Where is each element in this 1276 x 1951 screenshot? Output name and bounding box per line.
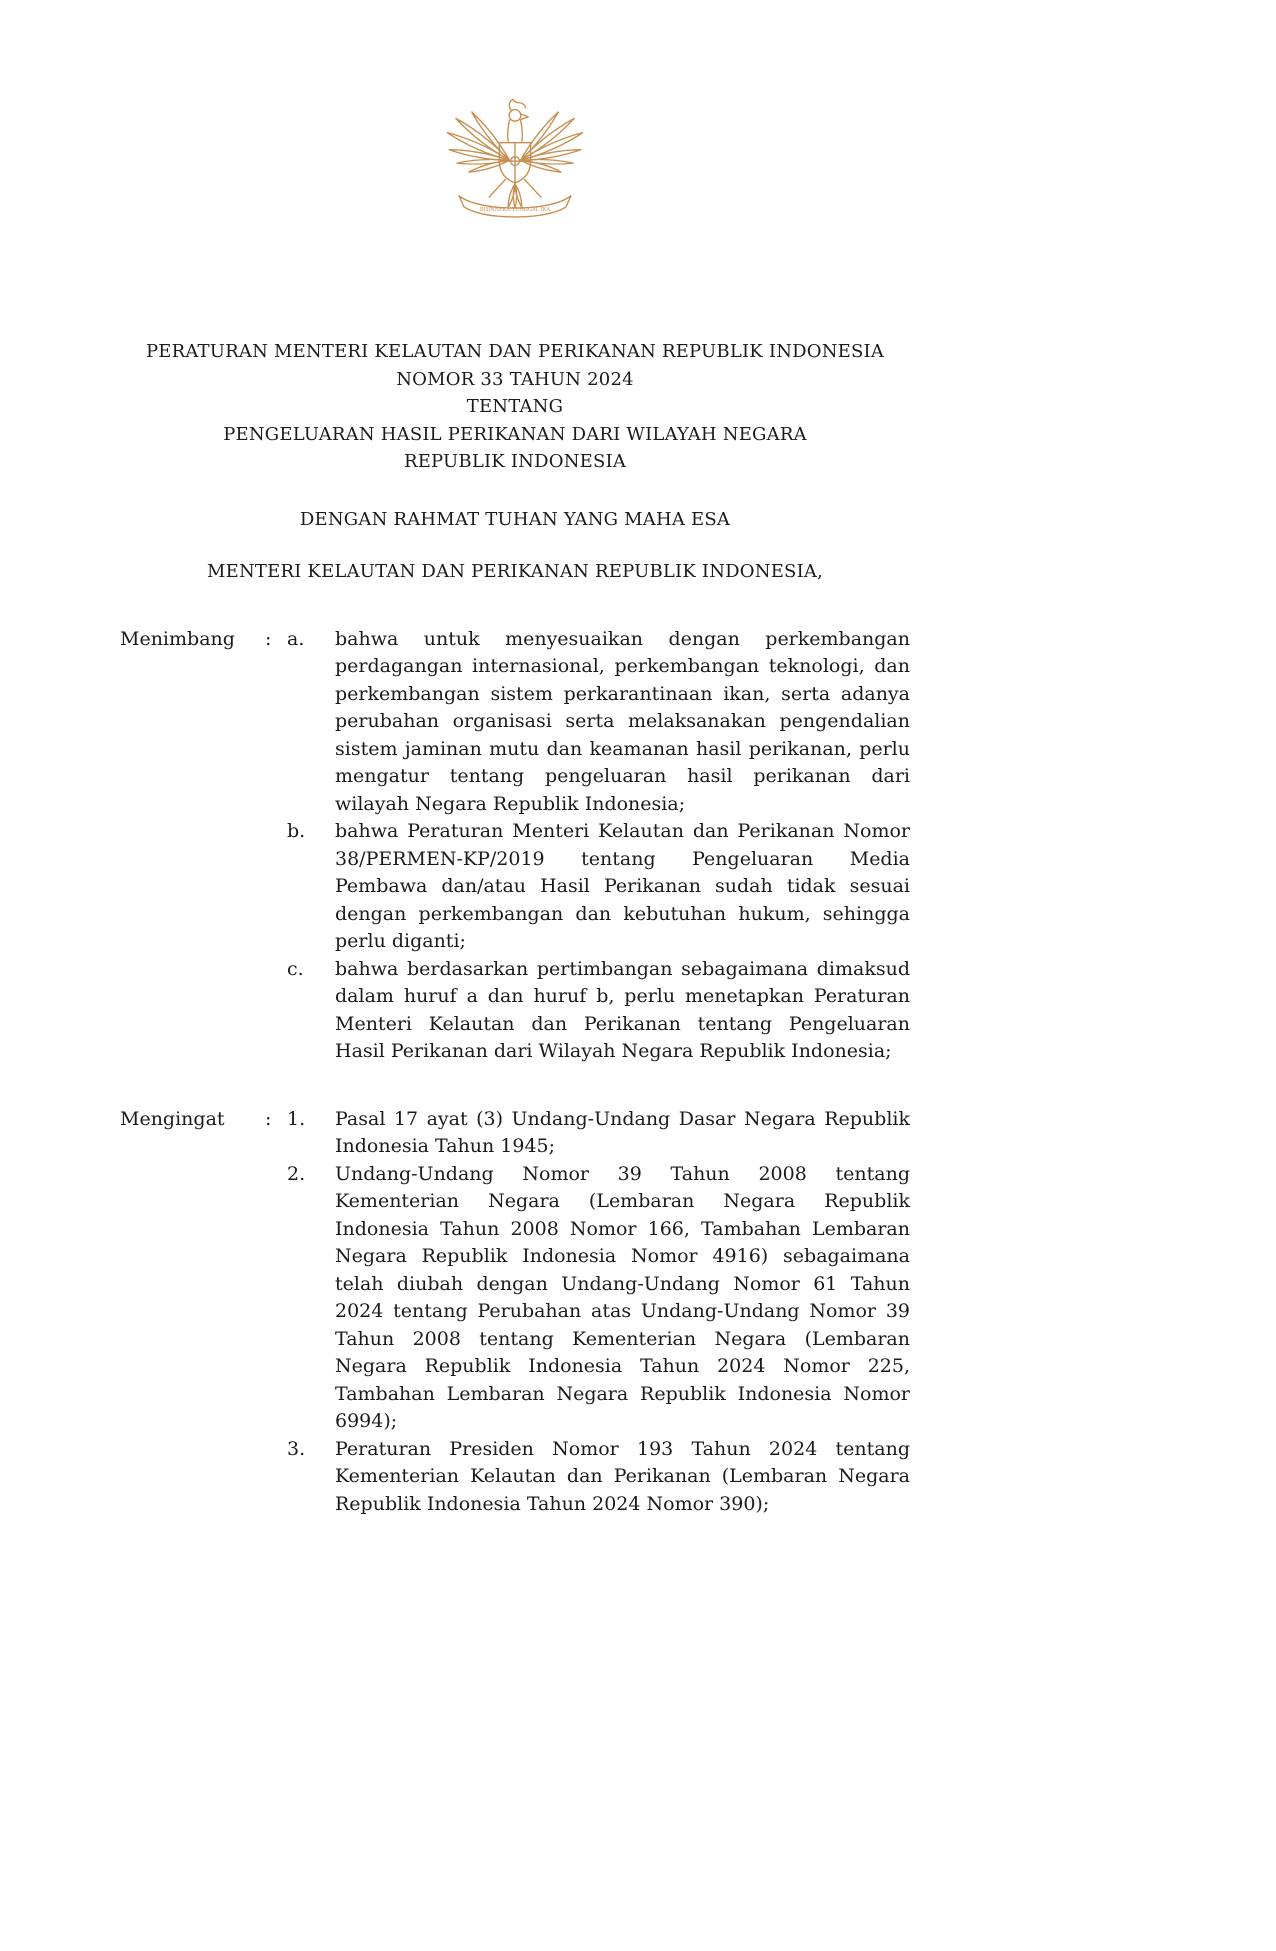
section-label-mengingat: Mengingat [120,1107,225,1130]
mengingat-items [287,1106,910,1519]
garuda-emblem [120,84,910,234]
item-text: bahwa berdasarkan pertimbangan sebagaimana dimaksud dalam huruf a dan huruf b, perlu menetapkan Peraturan Menteri Kelautan dan Perikanan tentang Pengeluaran Hasil Perikanan dari Wilayah Negara Republik Indonesia; [335,957,910,1062]
consideration-item-a [287,626,910,819]
document-title-block [120,338,910,476]
garuda-body [508,120,523,141]
section-menimbang [120,626,910,1066]
menimbang-items [287,626,910,1066]
title-line-4: PENGELUARAN HASIL PERIKANAN DARI WILAYAH NEGARA [223,423,807,445]
garuda-banner-text: BHINNEKA TUNGGAL IKA [479,206,551,213]
garuda-head [509,99,528,121]
garuda-pancasila-icon [440,84,590,234]
invocation-line: DENGAN RAHMAT TUHAN YANG MAHA ESA [299,508,731,530]
item-text: Peraturan Presiden Nomor 193 Tahun 2024 tentang Kementerian Kelautan dan Perikanan (Lembaran Negara Republik Indonesia Tahun 2024 Nomor 390); [335,1437,910,1515]
legal-basis-item-1 [287,1106,910,1161]
section-colon: : [265,627,272,650]
title-line-1: PERATURAN MENTERI KELAUTAN DAN PERIKANAN REPUBLIK INDONESIA [145,341,885,362]
item-marker: b. [287,820,306,842]
item-text: bahwa untuk menyesuaikan dengan perkembangan perdagangan internasional, perkembangan teknologi, dan perkembangan sistem perkarantinaan ikan, serta adanya perubahan organisasi serta melaksanakan pengendalian sistem jaminan mutu dan keamanan hasil perikanan, perlu mengatur tentang pengeluaran hasil perikanan dari wilayah Negara Republik Indonesia; [335,627,910,815]
item-marker: 2. [287,1162,306,1185]
item-text: Undang-Undang Nomor 39 Tahun 2008 tentang Kementerian Negara (Lembaran Negara Republik Indonesia Tahun 2008 Nomor 166, Tambahan Lembaran Negara Republik Indonesia Nomor 4916) sebagaimana telah diubah dengan Undang-Undang Nomor 61 Tahun 2024 tentang Perubahan atas Undang-Undang Nomor 39 Tahun 2008 tentang Kementerian Negara (Lembaran Negara Republik Indonesia Tahun 2024 Nomor 225, Tambahan Lembaran Negara Republik Indonesia Nomor 6994); [335,1162,910,1432]
item-marker: 1. [287,1107,306,1130]
title-line-2: NOMOR 33 TAHUN 2024 [396,368,634,390]
garuda-tail [507,183,524,208]
legal-basis-item-3 [287,1436,910,1519]
consideration-item-b [287,818,910,956]
item-marker: c. [287,957,304,980]
item-text: Pasal 17 ayat (3) Undang-Undang Dasar Negara Republik Indonesia Tahun 1945; [335,1107,910,1157]
document-content-column [120,0,910,1518]
item-text: bahwa Peraturan Menteri Kelautan dan Perikanan Nomor 38/PERMEN-KP/2019 tentang Pengeluaran Media Pembawa dan/atau Hasil Perikanan sudah tidak sesuai dengan perkembangan dan kebutuhan hukum, sehingga perlu diganti; [335,820,910,952]
garuda-line-art [446,99,584,217]
section-label-menimbang: Menimbang [120,627,235,650]
item-marker: 3. [287,1437,306,1460]
title-line-5: REPUBLIK INDONESIA [403,451,627,472]
title-line-3: TENTANG [466,396,564,417]
legal-basis-item-2 [287,1161,910,1436]
item-marker: a. [287,627,305,650]
section-mengingat [120,1106,910,1519]
consideration-item-c [287,956,910,1066]
section-colon: : [265,1107,272,1130]
officiant-line: MENTERI KELAUTAN DAN PERIKANAN REPUBLIK INDONESIA, [206,561,824,582]
